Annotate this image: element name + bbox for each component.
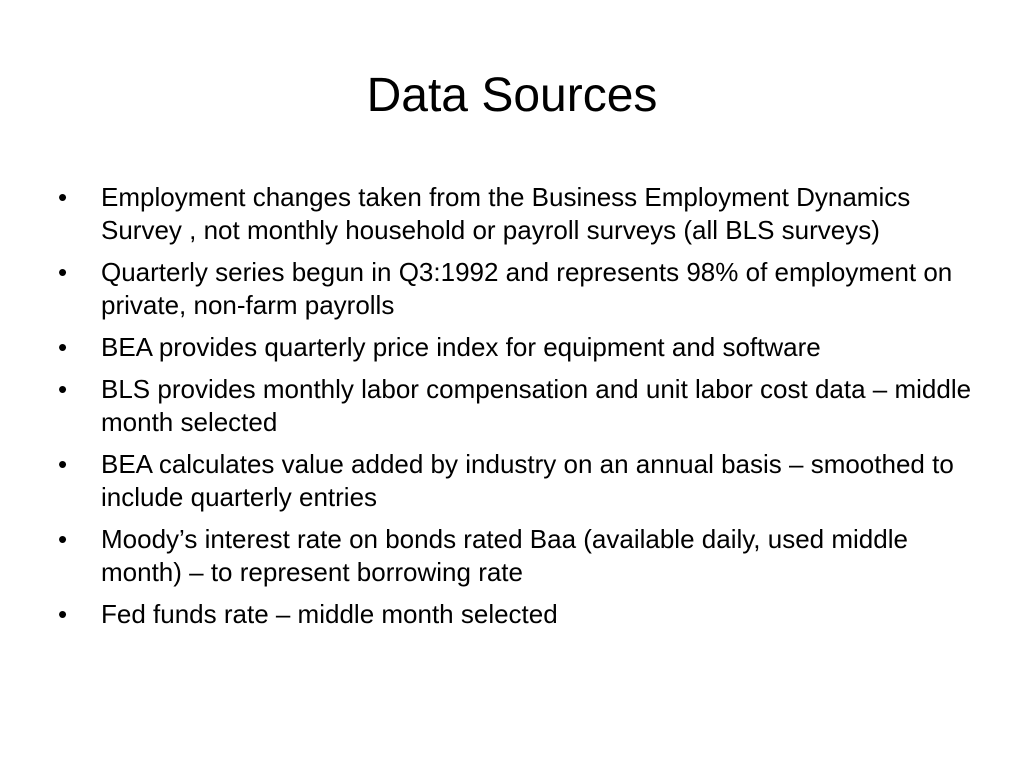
bullet-dot-icon: • (58, 332, 68, 362)
bullet-item (58, 331, 978, 364)
bullet-text: BLS provides monthly labor compensation and unit labor cost data – middle month selected (101, 374, 972, 437)
bullet-item (58, 448, 978, 514)
bullet-text: BEA provides quarterly price index for equipment and software (101, 332, 821, 362)
bullet-text: Quarterly series begun in Q3:1992 and represents 98% of employment on private, non-farm payrolls (101, 257, 953, 320)
bullet-item (58, 256, 978, 322)
bullet-item (58, 181, 978, 247)
bullet-dot-icon: • (58, 599, 68, 629)
bullet-dot-icon: • (58, 524, 68, 554)
bullet-text: Fed funds rate – middle month selected (101, 599, 558, 629)
bullet-dot-icon: • (58, 449, 68, 479)
bullet-item (58, 598, 978, 631)
bullet-dot-icon: • (58, 257, 68, 287)
bullet-text: Moody’s interest rate on bonds rated Baa (available daily, used middle month) – to represent borrowing rate (101, 524, 908, 587)
bullet-text: Employment changes taken from the Business Employment Dynamics Survey , not monthly household or payroll surveys (all BLS surveys) (101, 182, 911, 245)
bullet-item (58, 373, 978, 439)
bullet-text: BEA calculates value added by industry on an annual basis – smoothed to include quarterly entries (101, 449, 954, 512)
slide-title: Data Sources (366, 69, 658, 122)
bullet-dot-icon: • (58, 374, 68, 404)
bullet-dot-icon: • (58, 182, 68, 212)
bullet-item (58, 523, 978, 589)
bullet-list (58, 181, 978, 640)
